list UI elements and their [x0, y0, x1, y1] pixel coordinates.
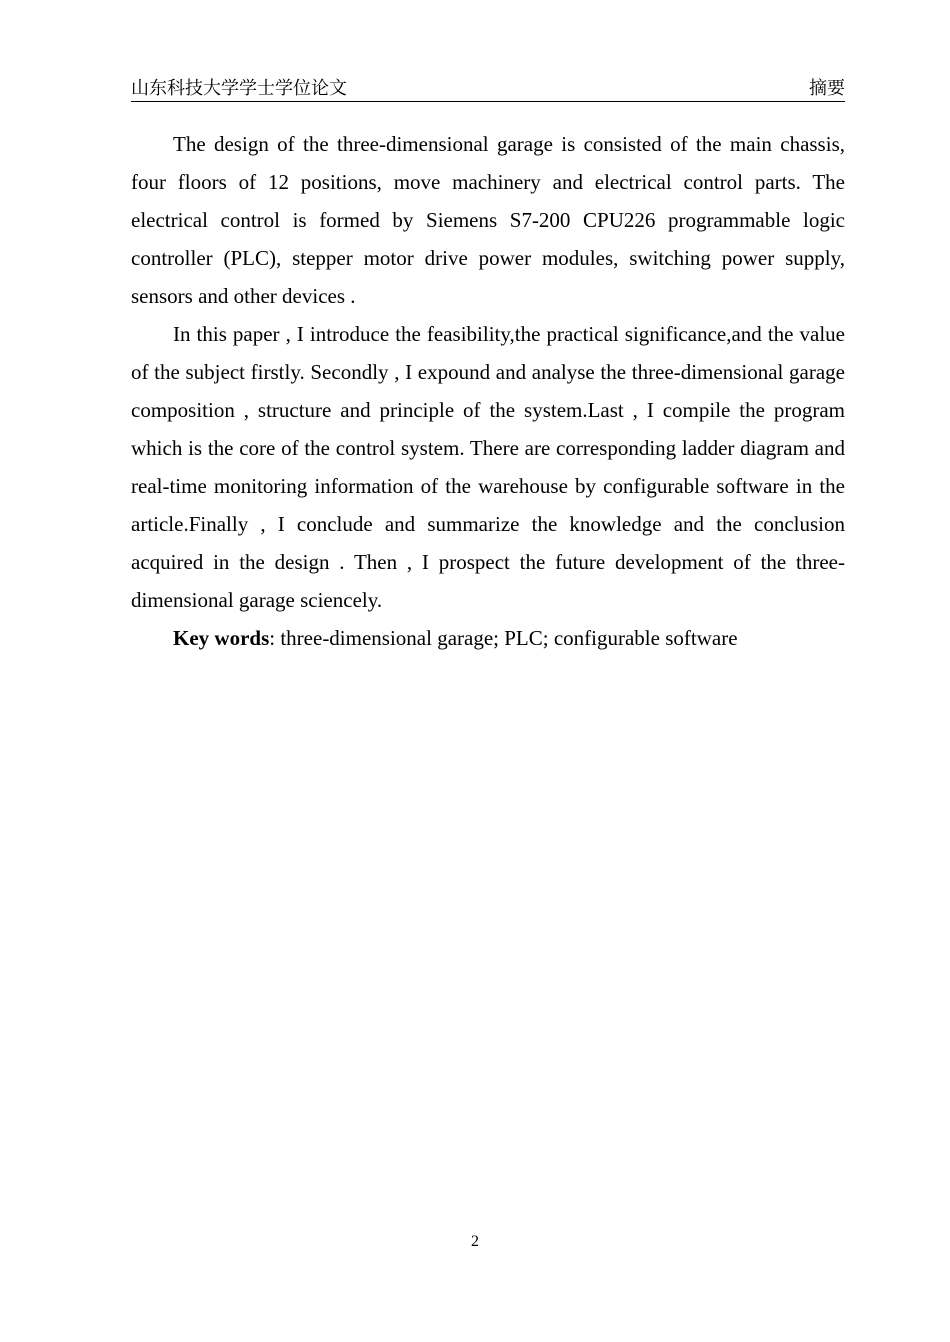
header-section-title: 摘要: [809, 78, 845, 99]
keywords-line: [131, 619, 845, 657]
abstract-body: [131, 125, 845, 657]
page-number: 2: [471, 1233, 479, 1250]
keywords-label: Key words: [173, 626, 270, 650]
abstract-paragraph-1: The design of the three-dimensional garage is consisted of the main chassis, four floors of 12 positions, move machinery and electrical control parts. The electrical control is formed by Siemens S7-200 CPU226 programmable logic controller (PLC), stepper motor drive power modules, switching power supply, sensors and other devices .: [131, 132, 845, 308]
abstract-paragraph-2: In this paper , I introduce the feasibility,the practical significance,and the value of the subject firstly. Secondly , I expound and analyse the three-dimensional garage composition , structure and principle of the system.Last , I compile the program which is the core of the control system. There are corresponding ladder diagram and real-time monitoring information of the warehouse by configurable software in the article.Finally , I conclude and summarize the knowledge and the conclusion acquired in the design . Then , I prospect the future development of the three-dimensional garage sciencely.: [131, 322, 845, 612]
keywords-separator: :: [269, 626, 281, 650]
running-header: [131, 78, 845, 102]
keywords-text: three-dimensional garage; PLC; configurable software: [280, 626, 738, 650]
header-thesis-title: 山东科技大学学士学位论文: [131, 78, 347, 99]
